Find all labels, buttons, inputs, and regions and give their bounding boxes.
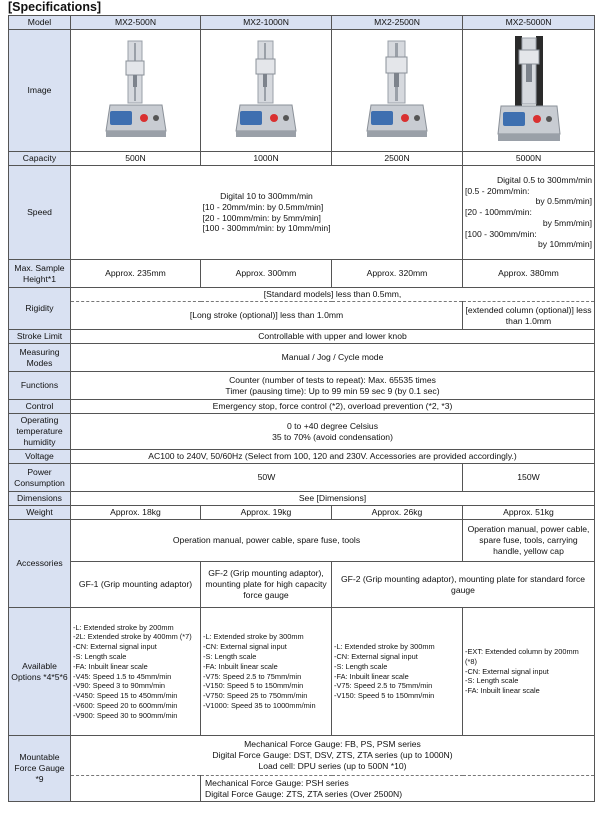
functions-value xyxy=(71,372,595,400)
speed-line: Digital 10 to 300mm/min xyxy=(220,191,313,202)
option-item: -V750: Speed 25 to 750mm/min xyxy=(203,691,308,701)
mountable-bottom xyxy=(201,776,595,802)
weight-500n: Approx. 18kg xyxy=(71,506,201,520)
option-item: -S: Length scale xyxy=(334,661,388,671)
mountable-blank xyxy=(71,776,201,802)
option-item: -CN: External signal input xyxy=(334,651,418,661)
force-tester-2500n-image xyxy=(365,39,429,143)
capacity-row xyxy=(9,152,595,166)
temperature-line: 0 to +40 degree Celsius xyxy=(286,420,378,431)
speed-row xyxy=(9,166,595,260)
accessories-gf-other: GF-2 (Grip mounting adaptor), mounting plate for standard force gauge xyxy=(332,562,595,608)
max-height-500n: Approx. 235mm xyxy=(71,260,201,288)
voltage-label: Voltage xyxy=(9,450,71,464)
mountable-row-top xyxy=(9,736,595,776)
option-item: -L: Extended stroke by 300mm xyxy=(203,632,304,642)
weight-row xyxy=(9,506,595,520)
measuring-modes-label: Measuring Modes xyxy=(9,344,71,372)
max-height-5000n: Approx. 380mm xyxy=(463,260,595,288)
option-item: -V90: Speed 3 to 90mm/min xyxy=(73,681,166,691)
temperature-row xyxy=(9,414,595,450)
option-item: -V150: Speed 5 to 150mm/min xyxy=(203,681,304,691)
option-item: -2L: Extended stroke by 400mm (*7) xyxy=(73,632,192,642)
capacity-5000n: 5000N xyxy=(463,152,595,166)
options-row xyxy=(9,608,595,736)
option-item: -CN: External signal input xyxy=(203,642,287,652)
accessories-label: Accessories xyxy=(9,520,71,608)
max-height-1000n: Approx. 300mm xyxy=(201,260,332,288)
spec-table xyxy=(8,15,595,802)
measuring-modes-row xyxy=(9,344,595,372)
speed-5000n xyxy=(463,166,595,260)
rigidity-row-standard xyxy=(9,288,595,302)
accessories-row-gf xyxy=(9,562,595,608)
speed-standard xyxy=(71,166,463,260)
speed-line: [100 - 300mm/min: by 10mm/min] xyxy=(202,223,331,234)
accessories-row-common xyxy=(9,520,595,562)
option-item: -S: Length scale xyxy=(203,651,257,661)
accessories-gf-1000n: GF-2 (Grip mounting adaptor), mounting plate for high capacity force gauge xyxy=(201,562,332,608)
stroke-limit-row xyxy=(9,330,595,344)
image-2500n xyxy=(332,30,463,152)
power-5000n: 150W xyxy=(463,464,595,492)
mountable-label: Mountable Force Gauge *9 xyxy=(9,736,71,802)
rigidity-row-long xyxy=(9,302,595,330)
functions-label: Functions xyxy=(9,372,71,400)
image-1000n xyxy=(201,30,332,152)
model-1000n: MX2-1000N xyxy=(201,16,332,30)
dimensions-value: See [Dimensions] xyxy=(71,492,595,506)
mountable-line: Mechanical Force Gauge: FB, PS, PSM series xyxy=(244,739,421,750)
speed-line: [0.5 - 20mm/min: xyxy=(465,185,530,196)
dimensions-label: Dimensions xyxy=(9,492,71,506)
capacity-500n: 500N xyxy=(71,152,201,166)
accessories-common: Operation manual, power cable, spare fuse, tools xyxy=(71,520,463,562)
voltage-row xyxy=(9,450,595,464)
option-item: -V75: Speed 2.5 to 75mm/min xyxy=(334,681,433,691)
option-item: -FA: Inbuilt linear scale xyxy=(203,661,278,671)
mountable-top xyxy=(71,736,595,776)
power-standard: 50W xyxy=(71,464,463,492)
image-row xyxy=(9,30,595,152)
weight-2500n: Approx. 26kg xyxy=(332,506,463,520)
options-2500n xyxy=(332,608,463,736)
max-height-2500n: Approx. 320mm xyxy=(332,260,463,288)
rigidity-long: [Long stroke (optional)] less than 1.0mm xyxy=(71,302,463,330)
option-item: -S: Length scale xyxy=(73,651,127,661)
options-label: Available Options *4*5*6 xyxy=(9,608,71,736)
model-label: Model xyxy=(9,16,71,30)
header-row xyxy=(9,16,595,30)
weight-1000n: Approx. 19kg xyxy=(201,506,332,520)
force-tester-1000n-image xyxy=(234,39,298,143)
option-item: -V600: Speed 20 to 600mm/min xyxy=(73,700,178,710)
accessories-gf-500n: GF-1 (Grip mounting adaptor) xyxy=(71,562,201,608)
power-label: Power Consumption xyxy=(9,464,71,492)
force-tester-500n-image xyxy=(104,39,168,143)
model-2500n: MX2-2500N xyxy=(332,16,463,30)
temperature-label: Operating temperature humidity xyxy=(9,414,71,450)
mountable-line: Digital Force Gauge: DST, DSV, ZTS, ZTA series (up to 1000N) xyxy=(212,750,453,761)
control-label: Control xyxy=(9,400,71,414)
model-5000n: MX2-5000N xyxy=(463,16,595,30)
accessories-5000n: Operation manual, power cable, spare fuse, tools, carrying handle, yellow cap xyxy=(463,520,595,562)
option-item: -CN: External signal input xyxy=(73,642,157,652)
force-tester-5000n-image xyxy=(497,36,561,146)
max-height-label: Max. Sample Height*1 xyxy=(9,260,71,288)
functions-line: Timer (pausing time): Up to 99 min 59 sec 9 (by 0.1 sec) xyxy=(225,385,440,396)
option-item: -V900: Speed 30 to 900mm/min xyxy=(73,710,178,720)
speed-line: by 10mm/min] xyxy=(538,239,592,250)
capacity-1000n: 1000N xyxy=(201,152,332,166)
power-row xyxy=(9,464,595,492)
speed-label: Speed xyxy=(9,166,71,260)
dimensions-row xyxy=(9,492,595,506)
weight-label: Weight xyxy=(9,506,71,520)
options-1000n xyxy=(201,608,332,736)
speed-line: [100 - 300mm/min: xyxy=(465,228,537,239)
speed-line: [10 - 20mm/min: by 0.5mm/min] xyxy=(202,201,324,212)
mountable-line: Mechanical Force Gauge: PSH series xyxy=(205,777,349,788)
max-height-row xyxy=(9,260,595,288)
section-title: [Specifications] xyxy=(8,0,102,14)
speed-line: [20 - 100mm/min: xyxy=(465,207,532,218)
option-item: -V1000: Speed 35 to 1000mm/min xyxy=(203,700,316,710)
speed-line: Digital 0.5 to 300mm/min xyxy=(496,174,592,185)
mountable-line: Load cell: DPU series (up to 500N *10) xyxy=(258,760,407,771)
weight-5000n: Approx. 51kg xyxy=(463,506,595,520)
option-item: -V450: Speed 15 to 450mm/min xyxy=(73,691,178,701)
image-500n xyxy=(71,30,201,152)
option-item: -V150: Speed 5 to 150mm/min xyxy=(334,691,435,701)
capacity-label: Capacity xyxy=(9,152,71,166)
option-item: -EXT: Extended column by 200mm (*8) xyxy=(465,647,579,666)
model-500n: MX2-500N xyxy=(71,16,201,30)
speed-line: by 5mm/min] xyxy=(542,217,592,228)
image-5000n xyxy=(463,30,595,152)
stroke-limit-label: Stroke Limit xyxy=(9,330,71,344)
speed-line: [20 - 100mm/min: by 5mm/min] xyxy=(202,212,321,223)
rigidity-standard: [Standard models] less than 0.5mm, xyxy=(71,288,595,302)
temperature-line: 35 to 70% (avoid condensation) xyxy=(272,431,393,442)
voltage-value: AC100 to 240V, 50/60Hz (Select from 100, 120 and 230V. Accessories are provided accordingly.) xyxy=(71,450,595,464)
functions-line: Counter (number of tests to repeat): Max. 65535 times xyxy=(229,374,436,385)
speed-line: by 0.5mm/min] xyxy=(535,196,592,207)
option-item: -L: Extended stroke by 300mm xyxy=(334,642,435,652)
option-item: -FA: Inbuilt linear scale xyxy=(334,671,409,681)
control-value: Emergency stop, force control (*2), overload prevention (*2, *3) xyxy=(71,400,595,414)
rigidity-extended: [extended column (optional)] less than 1.0mm xyxy=(463,302,595,330)
option-item: -FA: Inbuilt linear scale xyxy=(73,661,148,671)
temperature-value xyxy=(71,414,595,450)
capacity-2500n: 2500N xyxy=(332,152,463,166)
rigidity-label: Rigidity xyxy=(9,288,71,330)
option-item: -FA: Inbuilt linear scale xyxy=(465,686,540,696)
options-500n xyxy=(71,608,201,736)
functions-row xyxy=(9,372,595,400)
image-label: Image xyxy=(9,30,71,152)
control-row xyxy=(9,400,595,414)
mountable-line: Digital Force Gauge: ZTS, ZTA series (Over 2500N) xyxy=(205,788,403,799)
option-item: -S: Length scale xyxy=(465,676,519,686)
stroke-limit-value: Controllable with upper and lower knob xyxy=(71,330,595,344)
measuring-modes-value: Manual / Jog / Cycle mode xyxy=(71,344,595,372)
mountable-row-bottom xyxy=(9,776,595,802)
option-item: -V45: Speed 1.5 to 45mm/min xyxy=(73,671,172,681)
option-item: -V75: Speed 2.5 to 75mm/min xyxy=(203,671,302,681)
option-item: -L: Extended stroke by 200mm xyxy=(73,622,174,632)
option-item: -CN: External signal input xyxy=(465,666,549,676)
options-5000n xyxy=(463,608,595,736)
